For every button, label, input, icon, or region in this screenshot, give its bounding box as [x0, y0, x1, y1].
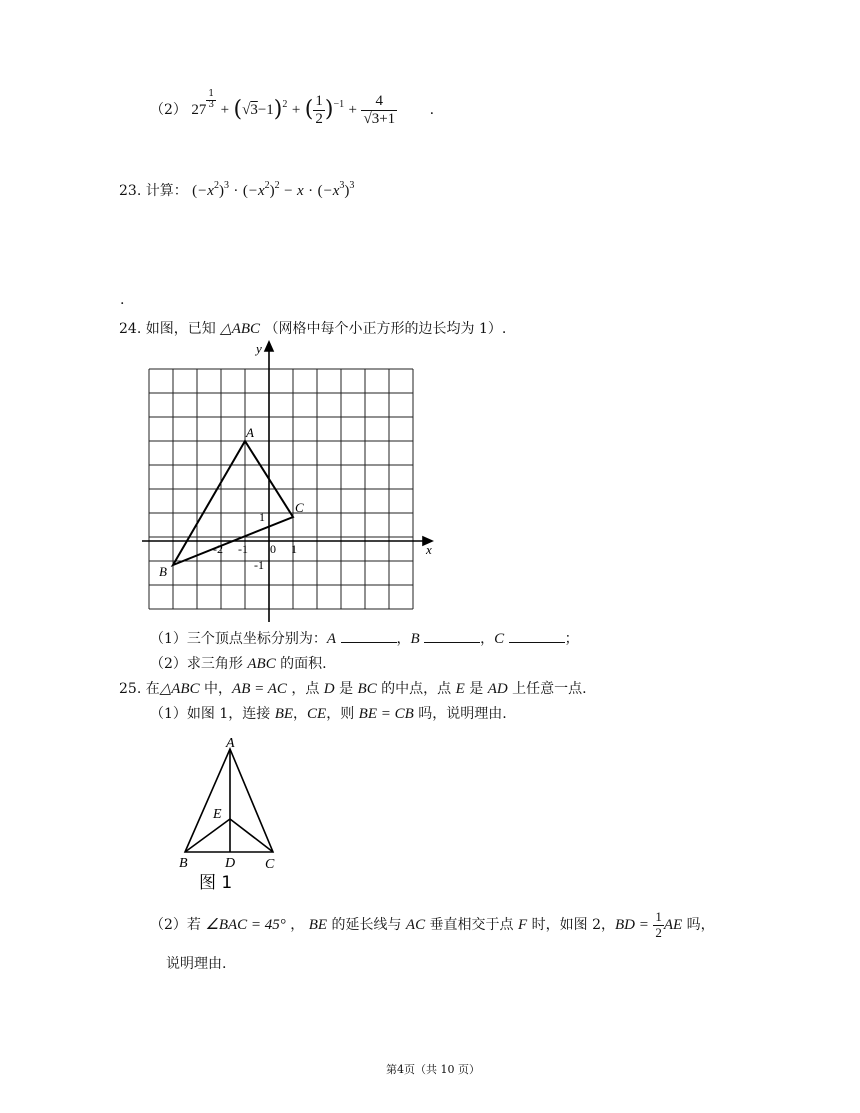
tick-label-x-1: 1 [291, 542, 297, 556]
fig1-caption: 图 1 [199, 873, 233, 893]
fig1-label-e: E [213, 807, 222, 822]
q22-fraction: $\frac{4}{√3+1}$ [363, 93, 396, 127]
x-axis-label: x [426, 542, 432, 557]
q24-intro: 24. 如图，已知 △ABC （网格中每个小正方形的边长均为 1）. [119, 321, 507, 337]
q25-figure-1 [172, 734, 292, 894]
tick-label-y-neg1: -1 [254, 558, 264, 572]
y-axis-label: y [256, 341, 262, 356]
tick-label-y-1: 1 [259, 510, 265, 524]
tick-label-x-neg1: -1 [238, 542, 248, 556]
q24-coordinate-grid [140, 340, 440, 625]
q24-part1: （1）三个顶点坐标分别为：A ，B ，C ； [150, 631, 579, 647]
fig1-label-d: D [225, 856, 236, 871]
fig1-label-b: B [179, 856, 188, 871]
point-b-label: B [159, 564, 167, 579]
q22-exponent: $\frac{1}{3}$ [208, 88, 215, 110]
figure-1-lines [185, 749, 273, 852]
tick-label-origin: 0 [270, 542, 276, 556]
fig1-label-a: A [226, 736, 235, 751]
grid-lines [149, 369, 413, 609]
point-a-label: A [246, 425, 254, 440]
q24-part2: （2）求三角形 ABC 的面积. [150, 656, 327, 672]
sqrt-sign: √3 [242, 102, 258, 118]
tick-label-x-neg2: -2 [213, 542, 223, 556]
q25-part2: （2）若 ∠BAC = 45° ， BE 的延长线与 AC 垂直相交于点 F 时，如图 2，BD = $\frac{1}{2}$ AE 吗， [150, 909, 715, 940]
q25-intro: 25. 在△ABC 中，AB = AC ，点 D 是 BC 的中点，点 E 是 AD 上任意一点. [119, 681, 587, 697]
point-c-label: C [295, 500, 304, 515]
fig1-label-c: C [265, 857, 275, 872]
q23-line: 23. 计算： $(-x^2)^3 \cdot (-x^2)^2 - x \cdot (-x^3)^3$ [119, 180, 355, 199]
q25-part2-cont: 说明理由. [166, 956, 227, 972]
page-footer: 第4页（共 10 页） [386, 1063, 480, 1076]
q22-half: $\frac{1}{2}$ [315, 93, 323, 127]
q23-dot: . [120, 292, 125, 308]
q25-part1: （1）如图 1，连接 BE，CE，则 BE = CB 吗，说明理由. [150, 706, 507, 722]
q22-part2: （2） 27 $\frac{1}{3}$ + $(√3-1)^2$ + ( $\frac{1}{2}$ )$^{-1}$ + $\frac{4}{√3+1}$ . [150, 88, 435, 127]
